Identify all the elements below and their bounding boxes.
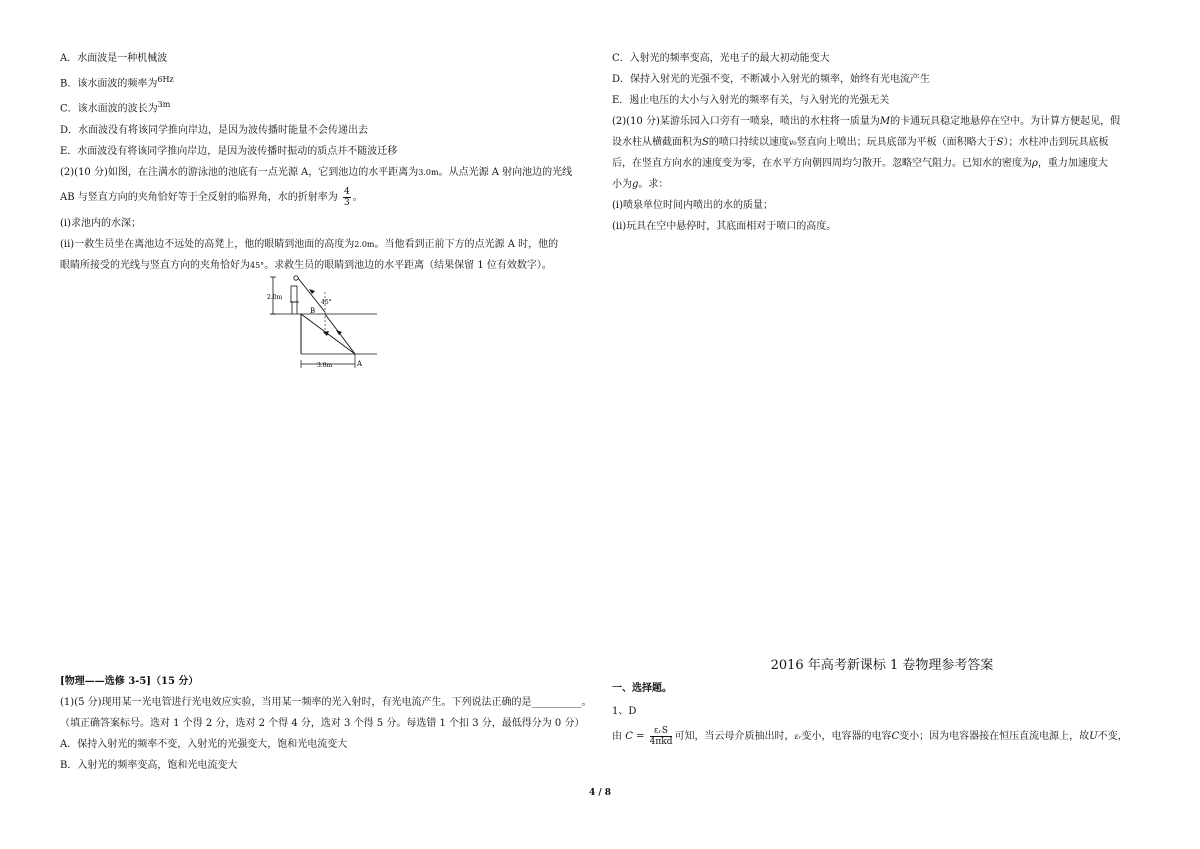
- answer-1-explanation: 由 C = $\frac{\text{εᵣS}}{\text{4πkd}}$ 可知，当云母介质抽出时，εᵣ变小，电容器的电容C变小；因为电容器接在恒压直流电源上，故U不变，: [612, 726, 1128, 747]
- page-number: 4 / 8: [588, 788, 612, 798]
- question-2-part-i: (i)求池内的水深；: [60, 217, 142, 229]
- option-e: E．水面波没有将该同学推向岸边，是因为波传播时振动的质点并不随波迁移: [60, 145, 398, 157]
- option-a: A．水面波是一种机械波: [60, 53, 168, 64]
- option-c: C．该水面波的波长为$^{3m}$: [60, 100, 171, 115]
- figure-label-width: 3.0m: [317, 362, 333, 369]
- refractive-index-fraction: $\frac{4}{3}$: [343, 186, 350, 208]
- fountain-question-part-ii: (ii)玩具在空中悬停时，其底面相对于喷口的高度。: [612, 221, 837, 232]
- answer-section: [612, 654, 1152, 752]
- answer-title: 2016 年高考新课标 1 卷物理参考答案: [770, 658, 994, 673]
- answer-1: 1、D: [612, 706, 637, 717]
- fountain-question-line-3: 后，在竖直方向水的速度变为零，在水平方向朝四周均匀散开。忽略空气阻力。已知水的密度为ρ，重力加速度大: [612, 158, 1108, 169]
- section-heading-3-5: [物理——选修 3-5]（15 分）: [60, 676, 199, 687]
- fountain-question-part-i: (i)喷泉单位时间内喷出的水的质量；: [612, 200, 774, 211]
- fountain-question-line-2: 设水柱从横截面积为S的喷口持续以速度v₀竖直向上喷出；玩具底部为平板（面积略大于S）；水柱冲击到玩具底板: [612, 137, 1109, 148]
- question-1-line-2: （填正确答案标号。选对 1 个得 2 分，选对 2 个得 4 分，选对 3 个得 5 分。每选错 1 个扣 3 分，最低得分为 0 分）: [60, 718, 585, 729]
- question-1-line-1: (1)(5 分)现用某一光电管进行光电效应实验，当用某一频率的光入射时，有光电流产生。下列说法正确的是__________。: [60, 697, 592, 708]
- question-1-option-c: C．入射光的频率变高，光电子的最大初动能变大: [612, 53, 830, 64]
- question-1-option-b: B．入射光的频率变高，饱和光电流变大: [60, 760, 238, 771]
- answer-section-heading: 一、选择题。: [612, 683, 672, 694]
- question-2-part-ii-line-1: (ii)一救生员坐在离池边不远处的高凳上，他的眼睛到池面的高度为2.0m。当他看到正前下方的点光源 A 时，他的: [60, 238, 559, 250]
- left-column: [60, 48, 600, 276]
- figure-label-b: B: [310, 307, 316, 315]
- capacitance-fraction: $\frac{\text{εᵣS}}{\text{4πkd}}$: [649, 726, 673, 747]
- figure-label-angle: 45°: [321, 299, 332, 306]
- question-2-part-ii-line-2: 眼睛所接受的光线与竖直方向的夹角恰好为45°。求救生员的眼睛到池边的水平距离（结果保留 1 位有效数字）。: [60, 259, 552, 271]
- question-2-line-1: (2)(10 分)如图，在注满水的游泳池的池底有一点光源 A，它到池边的水平距离为3.0m。从点光源 A 射向池边的光线: [60, 166, 573, 178]
- question-1-option-d: D．保持入射光的光强不变，不断减小入射光的频率，始终有光电流产生: [612, 74, 931, 85]
- right-column: [612, 48, 1152, 237]
- pool-diagram: [265, 272, 385, 374]
- left-bottom-column: [60, 671, 600, 776]
- figure-label-height: 2.0m: [267, 294, 283, 301]
- question-1-option-e: E．遏止电压的大小与入射光的频率有关，与入射光的光强无关: [612, 95, 890, 106]
- fountain-question-line-4: 小为g。求：: [612, 179, 669, 190]
- fountain-question-line-1: (2)(10 分)某游乐园入口旁有一喷泉，喷出的水柱将一质量为M的卡通玩具稳定地悬停在空中。为计算方便起见，假: [612, 116, 1121, 127]
- question-1-option-a: A．保持入射光的频率不变，入射光的光强变大，饱和光电流变大: [60, 739, 348, 750]
- question-2-line-2: AB 与竖直方向的夹角恰好等于全反射的临界角，水的折射率为 $\frac{4}{3}$ 。: [60, 186, 363, 208]
- option-d: D．水面波没有将该同学推向岸边，是因为波传播时能量不会传递出去: [60, 124, 369, 136]
- figure-label-a: A: [357, 360, 363, 368]
- option-b: B．该水面波的频率为$^{6Hz}$: [60, 75, 174, 90]
